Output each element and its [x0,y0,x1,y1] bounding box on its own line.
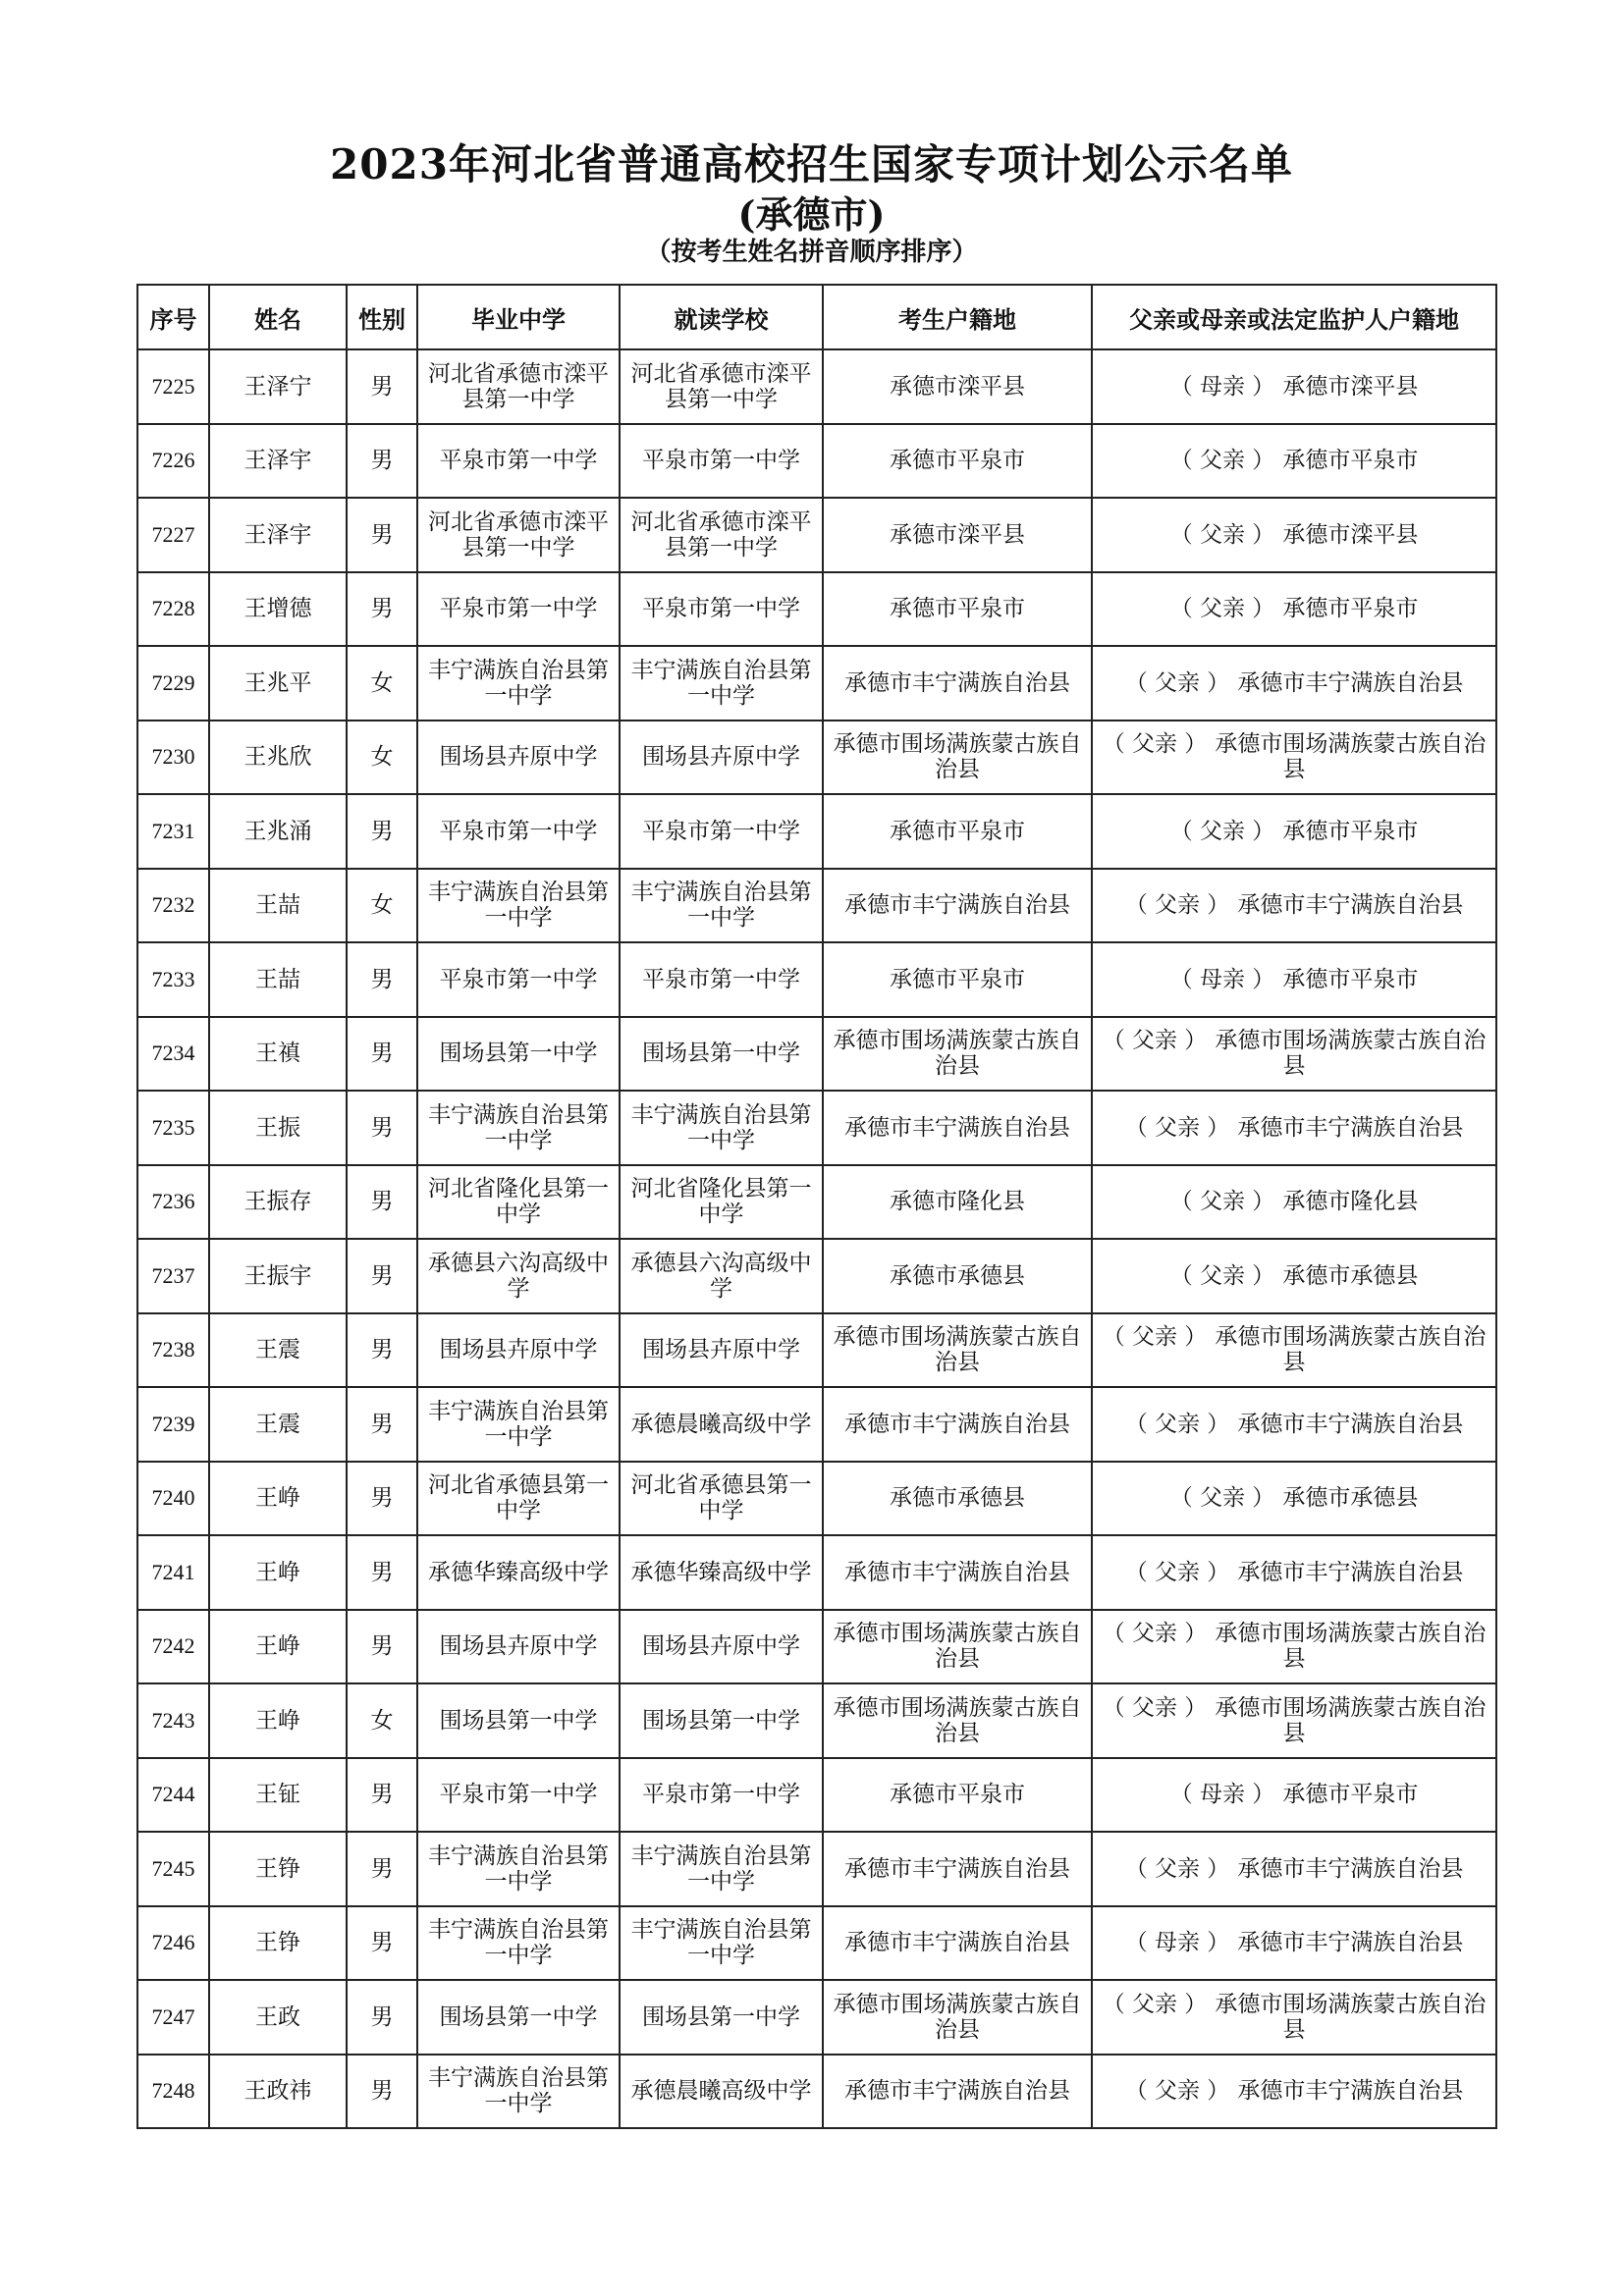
seq-cell: 7237 [137,1239,209,1313]
table-row [137,794,1496,869]
school-cell: 围场县卉原中学 [620,721,823,795]
hukou-cell: 承德市平泉市 [823,572,1092,647]
table-row [137,1683,1496,1758]
gender-cell: 男 [347,424,417,499]
column-header-grad-school: 毕业中学 [417,285,620,349]
guardian-relation: （ 母亲 ） [1124,1930,1230,1956]
table-row [137,1832,1496,1906]
hukou-cell: 承德市丰宁满族自治县 [823,1535,1092,1610]
seq-cell: 7245 [137,1832,209,1906]
table-row [137,1091,1496,1165]
name-cell: 王兆涌 [209,794,347,869]
guardian-relation: （ 父亲 ） [1169,596,1275,622]
grad-school-cell: 丰宁满族自治县第一中学 [417,1387,620,1462]
hukou-cell: 承德市围场满族蒙古族自治县 [823,1980,1092,2055]
guardian-relation: （ 母亲 ） [1169,966,1275,992]
name-cell: 王铮 [209,1832,347,1906]
table-row [137,1980,1496,2055]
table-row [137,498,1496,572]
hukou-cell: 承德市承德县 [823,1462,1092,1536]
name-cell: 王震 [209,1387,347,1462]
guardian-relation: （ 父亲 ） [1124,892,1230,919]
grad-school-cell: 丰宁满族自治县第一中学 [417,1832,620,1906]
admission-list-table [136,284,1497,2129]
gender-cell: 男 [347,794,417,869]
table-row [137,1017,1496,1092]
parent-hukou-cell [1092,1535,1496,1610]
guardian-relation: （ 父亲 ） [1102,1991,1208,2017]
parent-hukou-cell [1092,2055,1496,2129]
hukou-cell: 承德市围场满族蒙古族自治县 [823,1017,1092,1092]
gender-cell: 男 [347,1980,417,2055]
name-cell: 王兆欣 [209,721,347,795]
name-cell: 王泽宇 [209,424,347,499]
guardian-hukou: 承德市丰宁满族自治县 [1237,892,1464,919]
seq-cell: 7229 [137,646,209,721]
gender-cell: 男 [347,1906,417,1981]
guardian-relation: （ 父亲 ） [1169,448,1275,474]
school-cell: 平泉市第一中学 [620,572,823,647]
name-cell: 王禛 [209,1017,347,1092]
parent-hukou-cell [1092,349,1496,424]
name-cell: 王振宇 [209,1239,347,1313]
table-header-row [137,285,1496,349]
grad-school-cell: 围场县卉原中学 [417,721,620,795]
grad-school-cell: 丰宁满族自治县第一中学 [417,869,620,943]
gender-cell: 男 [347,498,417,572]
school-cell: 平泉市第一中学 [620,942,823,1017]
guardian-relation: （ 父亲 ） [1124,2078,1230,2105]
guardian-relation: （ 父亲 ） [1169,1189,1275,1215]
school-cell: 围场县卉原中学 [620,1610,823,1684]
parent-hukou-cell [1092,1610,1496,1684]
parent-hukou-cell [1092,1980,1496,2055]
guardian-relation: （ 父亲 ） [1124,1114,1230,1141]
guardian-hukou: 承德市丰宁满族自治县 [1237,2078,1464,2105]
parent-hukou-cell [1092,1313,1496,1388]
grad-school-cell: 平泉市第一中学 [417,942,620,1017]
grad-school-cell: 平泉市第一中学 [417,424,620,499]
guardian-relation: （ 父亲 ） [1102,1324,1208,1351]
parent-hukou-cell [1092,1906,1496,1981]
school-cell: 围场县卉原中学 [620,1313,823,1388]
seq-cell: 7228 [137,572,209,647]
parent-hukou-cell [1092,646,1496,721]
hukou-cell: 承德市隆化县 [823,1165,1092,1240]
parent-hukou-cell [1092,1387,1496,1462]
grad-school-cell: 承德县六沟高级中学 [417,1239,620,1313]
name-cell: 王政祎 [209,2055,347,2129]
name-cell: 王喆 [209,869,347,943]
hukou-cell: 承德市丰宁满族自治县 [823,1906,1092,1981]
name-cell: 王泽宇 [209,498,347,572]
name-cell: 王泽宁 [209,349,347,424]
grad-school-cell: 丰宁满族自治县第一中学 [417,646,620,721]
guardian-hukou: 承德市围场满族蒙古族自治县 [1215,1621,1487,1673]
guardian-hukou: 承德市平泉市 [1282,966,1419,992]
hukou-cell: 承德市丰宁满族自治县 [823,869,1092,943]
seq-cell: 7239 [137,1387,209,1462]
column-header-school: 就读学校 [620,285,823,349]
hukou-cell: 承德市平泉市 [823,424,1092,499]
hukou-cell: 承德市承德县 [823,1239,1092,1313]
seq-cell: 7247 [137,1980,209,2055]
grad-school-cell: 围场县第一中学 [417,1683,620,1758]
name-cell: 王峥 [209,1535,347,1610]
school-cell: 河北省隆化县第一中学 [620,1165,823,1240]
gender-cell: 男 [347,1832,417,1906]
table-row [137,1535,1496,1610]
school-cell: 丰宁满族自治县第一中学 [620,869,823,943]
column-header-seq: 序号 [137,285,209,349]
hukou-cell: 承德市丰宁满族自治县 [823,2055,1092,2129]
gender-cell: 男 [347,1462,417,1536]
table-row [137,424,1496,499]
guardian-relation: （ 母亲 ） [1169,373,1275,400]
name-cell: 王增德 [209,572,347,647]
school-cell: 河北省承德县第一中学 [620,1462,823,1536]
table-row [137,1313,1496,1388]
guardian-hukou: 承德市平泉市 [1282,1782,1419,1808]
gender-cell: 男 [347,1017,417,1092]
table-row [137,1906,1496,1981]
table-row [137,1387,1496,1462]
column-header-hukou: 考生户籍地 [823,285,1092,349]
gender-cell: 男 [347,572,417,647]
gender-cell: 男 [347,1610,417,1684]
guardian-hukou: 承德市承德县 [1282,1485,1419,1512]
column-header-gender: 性别 [347,285,417,349]
table-row [137,2055,1496,2129]
name-cell: 王振存 [209,1165,347,1240]
guardian-hukou: 承德市平泉市 [1282,818,1419,844]
guardian-hukou: 承德市丰宁满族自治县 [1237,1559,1464,1585]
name-cell: 王峥 [209,1610,347,1684]
seq-cell: 7231 [137,794,209,869]
table-row [137,349,1496,424]
hukou-cell: 承德市丰宁满族自治县 [823,1091,1092,1165]
name-cell: 王政 [209,1980,347,2055]
table-row [137,1758,1496,1833]
parent-hukou-cell [1092,1758,1496,1833]
school-cell: 丰宁满族自治县第一中学 [620,646,823,721]
hukou-cell: 承德市围场满族蒙古族自治县 [823,1683,1092,1758]
gender-cell: 女 [347,721,417,795]
seq-cell: 7246 [137,1906,209,1981]
table-row [137,942,1496,1017]
grad-school-cell: 河北省承德县第一中学 [417,1462,620,1536]
school-cell: 丰宁满族自治县第一中学 [620,1091,823,1165]
guardian-relation: （ 父亲 ） [1169,1262,1275,1289]
school-cell: 承德华臻高级中学 [620,1535,823,1610]
school-cell: 平泉市第一中学 [620,794,823,869]
guardian-hukou: 承德市平泉市 [1282,448,1419,474]
name-cell: 王喆 [209,942,347,1017]
guardian-hukou: 承德市滦平县 [1282,373,1419,400]
guardian-hukou: 承德市丰宁满族自治县 [1237,1930,1464,1956]
name-cell: 王兆平 [209,646,347,721]
parent-hukou-cell [1092,572,1496,647]
table-row [137,869,1496,943]
guardian-relation: （ 父亲 ） [1169,521,1275,548]
parent-hukou-cell [1092,1462,1496,1536]
parent-hukou-cell [1092,1832,1496,1906]
name-cell: 王震 [209,1313,347,1388]
guardian-relation: （ 父亲 ） [1102,1621,1208,1647]
column-header-name: 姓名 [209,285,347,349]
seq-cell: 7241 [137,1535,209,1610]
gender-cell: 男 [347,1313,417,1388]
gender-cell: 男 [347,1387,417,1462]
school-cell: 丰宁满族自治县第一中学 [620,1832,823,1906]
school-cell: 围场县第一中学 [620,1980,823,2055]
guardian-hukou: 承德市丰宁满族自治县 [1237,1411,1464,1437]
gender-cell: 男 [347,942,417,1017]
seq-cell: 7238 [137,1313,209,1388]
parent-hukou-cell [1092,721,1496,795]
table-row [137,1165,1496,1240]
school-cell: 平泉市第一中学 [620,1758,823,1833]
seq-cell: 7232 [137,869,209,943]
hukou-cell: 承德市围场满族蒙古族自治县 [823,721,1092,795]
table-row [137,1462,1496,1536]
guardian-hukou: 承德市平泉市 [1282,596,1419,622]
grad-school-cell: 河北省隆化县第一中学 [417,1165,620,1240]
grad-school-cell: 围场县卉原中学 [417,1610,620,1684]
school-cell: 河北省承德市滦平县第一中学 [620,498,823,572]
name-cell: 王峥 [209,1462,347,1536]
school-cell: 承德县六沟高级中学 [620,1239,823,1313]
grad-school-cell: 平泉市第一中学 [417,794,620,869]
seq-cell: 7230 [137,721,209,795]
parent-hukou-cell [1092,1091,1496,1165]
seq-cell: 7233 [137,942,209,1017]
table-row [137,572,1496,647]
guardian-relation: （ 父亲 ） [1124,1559,1230,1585]
hukou-cell: 承德市围场满族蒙古族自治县 [823,1313,1092,1388]
table-row [137,1239,1496,1313]
school-cell: 丰宁满族自治县第一中学 [620,1906,823,1981]
document-subtitle: (承德市) [737,192,886,237]
name-cell: 王峥 [209,1683,347,1758]
guardian-relation: （ 父亲 ） [1102,731,1208,758]
seq-cell: 7227 [137,498,209,572]
guardian-relation: （ 父亲 ） [1124,669,1230,696]
guardian-hukou: 承德市隆化县 [1282,1189,1419,1215]
guardian-relation: （ 父亲 ） [1124,1855,1230,1882]
guardian-hukou: 承德市丰宁满族自治县 [1237,669,1464,696]
parent-hukou-cell [1092,794,1496,869]
hukou-cell: 承德市滦平县 [823,349,1092,424]
guardian-relation: （ 父亲 ） [1102,1694,1208,1721]
guardian-hukou: 承德市围场满族蒙古族自治县 [1215,1694,1487,1746]
hukou-cell: 承德市丰宁满族自治县 [823,1832,1092,1906]
column-header-parent-hukou: 父亲或母亲或法定监护人户籍地 [1092,285,1496,349]
sort-note: （按考生姓名拼音顺序排序） [645,238,978,267]
guardian-relation: （ 父亲 ） [1169,1485,1275,1512]
seq-cell: 7240 [137,1462,209,1536]
grad-school-cell: 平泉市第一中学 [417,572,620,647]
table-row [137,646,1496,721]
guardian-relation: （ 父亲 ） [1102,1028,1208,1054]
guardian-hukou: 承德市滦平县 [1282,521,1419,548]
guardian-hukou: 承德市围场满族蒙古族自治县 [1215,1991,1487,2043]
hukou-cell: 承德市围场满族蒙古族自治县 [823,1610,1092,1684]
guardian-relation: （ 父亲 ） [1169,818,1275,844]
seq-cell: 7236 [137,1165,209,1240]
gender-cell: 男 [347,1091,417,1165]
school-cell: 承德晨曦高级中学 [620,1387,823,1462]
gender-cell: 女 [347,1683,417,1758]
school-cell: 河北省承德市滦平县第一中学 [620,349,823,424]
parent-hukou-cell [1092,498,1496,572]
name-cell: 王钲 [209,1758,347,1833]
grad-school-cell: 丰宁满族自治县第一中学 [417,1091,620,1165]
guardian-hukou: 承德市丰宁满族自治县 [1237,1114,1464,1141]
guardian-hukou: 承德市承德县 [1282,1262,1419,1289]
name-cell: 王振 [209,1091,347,1165]
seq-cell: 7248 [137,2055,209,2129]
guardian-hukou: 承德市围场满族蒙古族自治县 [1215,731,1487,783]
hukou-cell: 承德市滦平县 [823,498,1092,572]
table-row [137,1610,1496,1684]
gender-cell: 男 [347,1239,417,1313]
name-cell: 王铮 [209,1906,347,1981]
hukou-cell: 承德市平泉市 [823,942,1092,1017]
guardian-hukou: 承德市围场满族蒙古族自治县 [1215,1028,1487,1080]
seq-cell: 7242 [137,1610,209,1684]
parent-hukou-cell [1092,1683,1496,1758]
gender-cell: 男 [347,1758,417,1833]
gender-cell: 女 [347,646,417,721]
gender-cell: 男 [347,1535,417,1610]
seq-cell: 7244 [137,1758,209,1833]
guardian-relation: （ 母亲 ） [1169,1782,1275,1808]
hukou-cell: 承德市丰宁满族自治县 [823,1387,1092,1462]
grad-school-cell: 平泉市第一中学 [417,1758,620,1833]
grad-school-cell: 河北省承德市滦平县第一中学 [417,498,620,572]
seq-cell: 7235 [137,1091,209,1165]
seq-cell: 7226 [137,424,209,499]
guardian-relation: （ 父亲 ） [1124,1411,1230,1437]
gender-cell: 女 [347,869,417,943]
parent-hukou-cell [1092,869,1496,943]
parent-hukou-cell [1092,424,1496,499]
grad-school-cell: 丰宁满族自治县第一中学 [417,2055,620,2129]
school-cell: 围场县第一中学 [620,1017,823,1092]
parent-hukou-cell [1092,1017,1496,1092]
grad-school-cell: 丰宁满族自治县第一中学 [417,1906,620,1981]
gender-cell: 男 [347,2055,417,2129]
document-title: 2023年河北省普通高校招生国家专项计划公示名单 [330,140,1293,188]
hukou-cell: 承德市丰宁满族自治县 [823,646,1092,721]
parent-hukou-cell [1092,1165,1496,1240]
guardian-hukou: 承德市丰宁满族自治县 [1237,1855,1464,1882]
school-cell: 承德晨曦高级中学 [620,2055,823,2129]
gender-cell: 男 [347,1165,417,1240]
parent-hukou-cell [1092,1239,1496,1313]
grad-school-cell: 承德华臻高级中学 [417,1535,620,1610]
school-cell: 围场县第一中学 [620,1683,823,1758]
grad-school-cell: 河北省承德市滦平县第一中学 [417,349,620,424]
hukou-cell: 承德市平泉市 [823,794,1092,869]
seq-cell: 7225 [137,349,209,424]
parent-hukou-cell [1092,942,1496,1017]
hukou-cell: 承德市平泉市 [823,1758,1092,1833]
seq-cell: 7243 [137,1683,209,1758]
grad-school-cell: 围场县第一中学 [417,1017,620,1092]
guardian-hukou: 承德市围场满族蒙古族自治县 [1215,1324,1487,1376]
grad-school-cell: 围场县第一中学 [417,1980,620,2055]
school-cell: 平泉市第一中学 [620,424,823,499]
table-row [137,721,1496,795]
grad-school-cell: 围场县卉原中学 [417,1313,620,1388]
seq-cell: 7234 [137,1017,209,1092]
gender-cell: 男 [347,349,417,424]
